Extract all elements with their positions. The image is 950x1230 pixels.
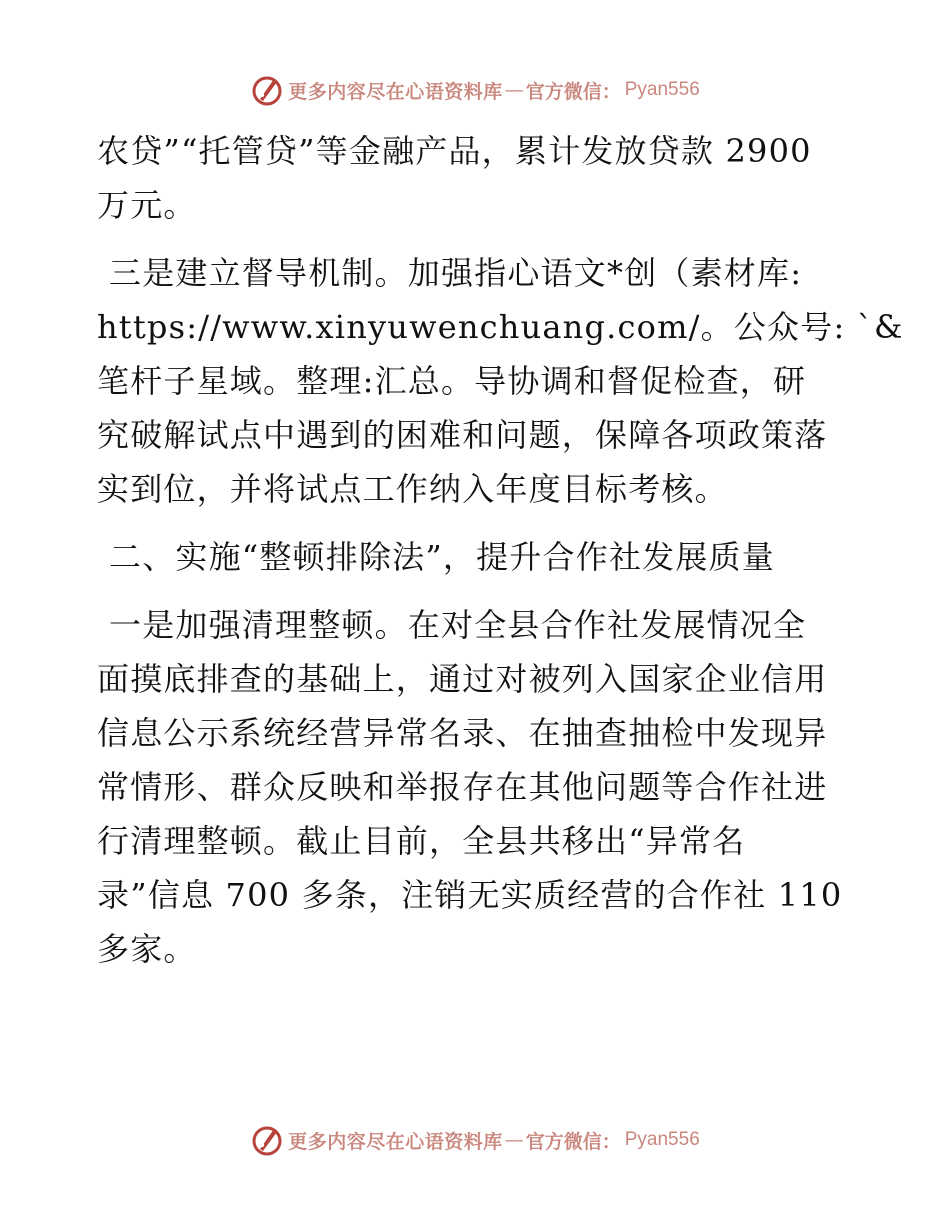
watermark-text: 更多内容尽在心语资料库 [288,80,503,103]
text-line: 录”信息 700 多条，注销无实质经营的合作社 110 [97,876,843,914]
text-line: https://www.xinyuwenchuang.com/。公众号: `& [97,308,904,346]
watermark-account: Pyan556 [624,79,700,100]
quill-logo-icon [250,1123,284,1157]
watermark-text: 更多内容尽在心语资料库 [288,1130,503,1153]
text-line: 常情形、群众反映和举报存在其他问题等合作社进 [97,768,828,806]
text-line: 二、实施“整顿排除法”，提升合作社发展质量 [109,538,775,576]
header-watermark [0,70,950,110]
quill-logo-icon [250,73,284,107]
text-line: 万元。 [97,186,197,224]
text-line: 信息公示系统经营异常名录、在抽查抽检中发现异 [97,714,828,752]
text-line: 多家。 [97,930,197,968]
paragraph-supervision-mechanism [97,246,904,516]
watermark-account: Pyan556 [624,1129,700,1150]
text-line: 三是建立督导机制。加强指心语文*创（素材库: [109,254,803,292]
text-line: 行清理整顿。截止目前，全县共移出“异常名 [97,822,746,860]
text-line: 实到位，并将试点工作纳入年度目标考核。 [97,470,728,508]
watermark-separator: — [504,1129,524,1151]
paragraph-cleanup-rectification [97,598,867,976]
watermark-separator: — [504,79,524,101]
watermark-label: 官方微信： [525,1130,621,1153]
section-heading [97,530,867,584]
text-line: 究破解试点中遇到的困难和问题，保障各项政策落 [97,416,828,454]
text-line: 农贷”“托管贷”等金融产品，累计发放贷款 2900 [97,132,812,170]
text-line: 笔杆子星域。整理:汇总。导协调和督促检查，研 [97,362,807,400]
paragraph-loan-products [97,124,867,232]
watermark-label: 官方微信： [525,80,621,103]
document-body [97,124,904,976]
text-line: 一是加强清理整顿。在对全县合作社发展情况全 [109,606,807,644]
text-line: 面摸底排查的基础上，通过对被列入国家企业信用 [97,660,828,698]
footer-watermark [0,1120,950,1160]
